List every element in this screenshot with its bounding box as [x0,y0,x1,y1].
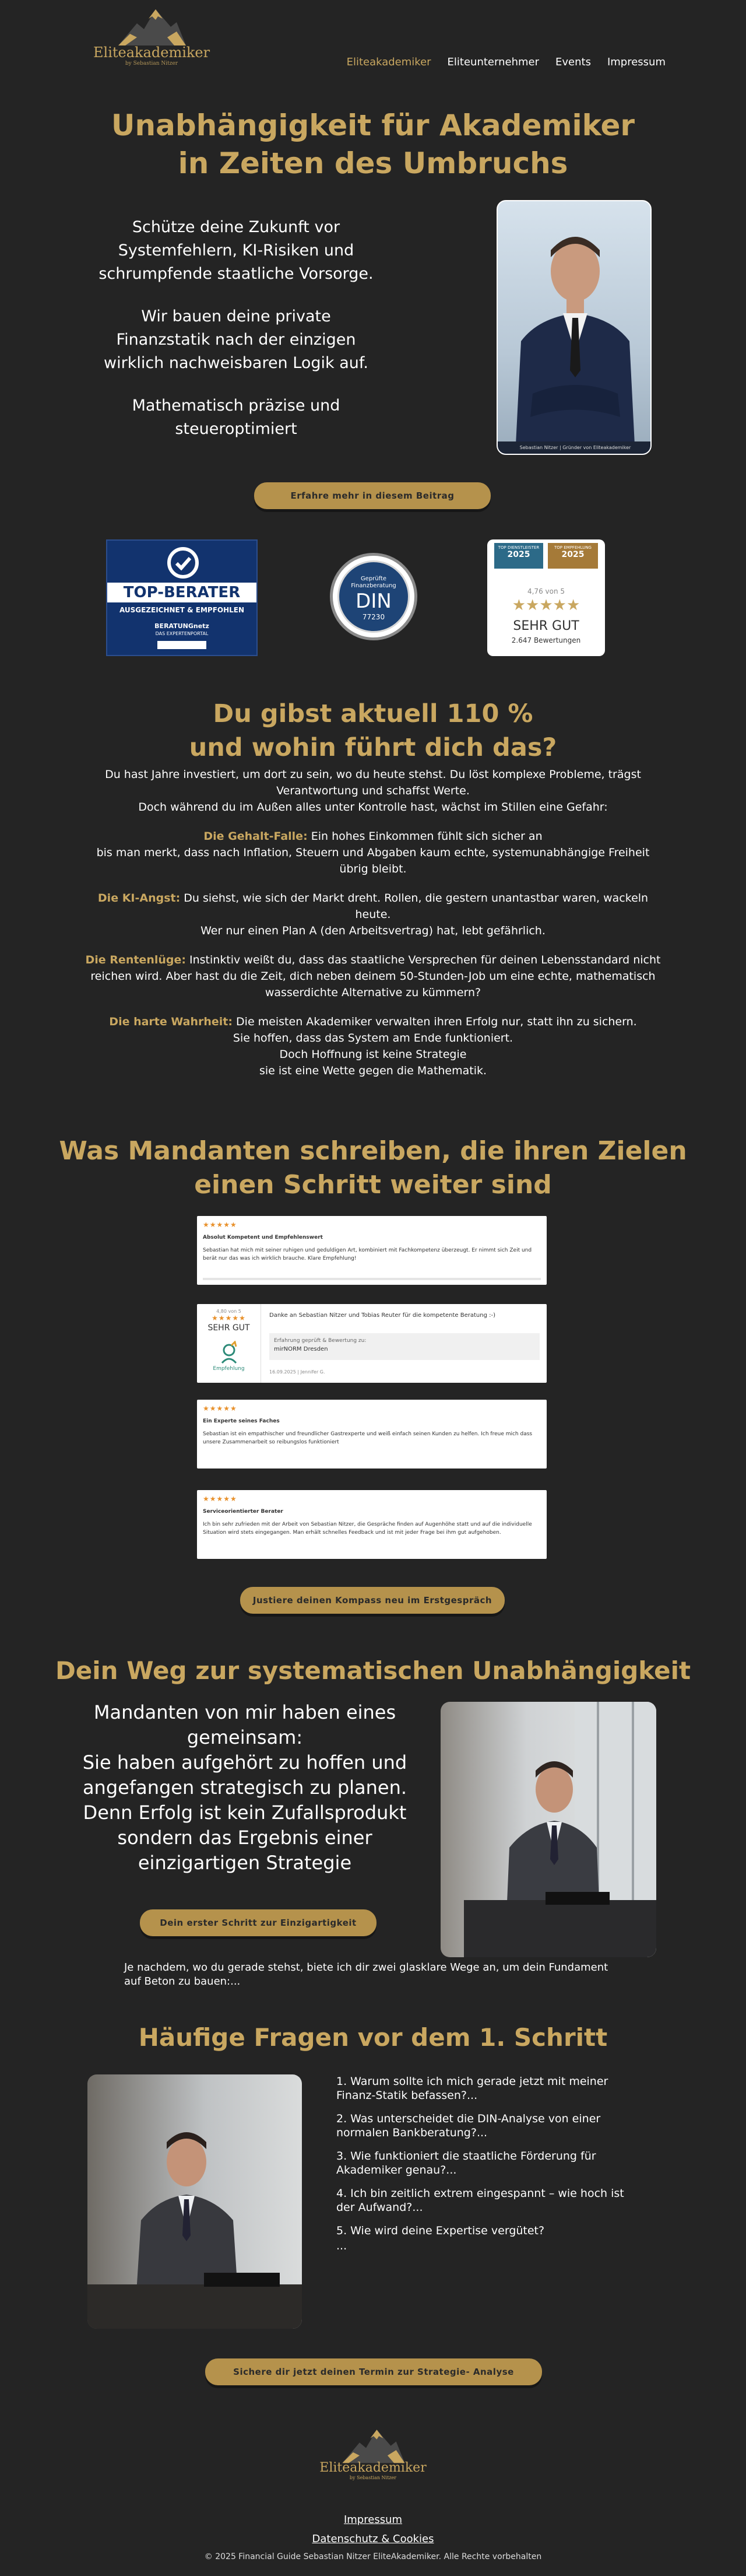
review-company-box: Erfahrung geprüft & Bewertung zu: mirNORM Dresden [269,1333,540,1360]
hero-text [93,216,379,460]
expertenportal-label: DAS EXPERTENPORTAL [155,631,209,636]
beratungnetz-label: BERATUNGnetz [154,622,209,630]
faq-item[interactable]: 3. Wie funktioniert die staatliche Förderung für Akademiker genau?... [336,2150,596,2177]
review-stars: ★★★★★ [203,1221,237,1229]
faq-item[interactable]: 4. Ich bin zeitlich extrem eingespannt – wie hoch ist der Aufwand?... [336,2187,624,2214]
recommendation-icon [217,1341,241,1364]
portrait-caption: Sebastian Nitzer | Gründer von Eliteakademiker [519,445,631,450]
rating-score: 4,76 von 5 [527,587,565,595]
review-footer-bar [203,1278,541,1280]
review-body: Sebastian hat mich mit seiner ruhigen und geduldigen Art, kombiniert mit Fachkompetenz überzeugt. Er nimmt sich Zeit und berät nur das was ich wirklich brauche. Klare Empfehlung! [203,1247,532,1261]
office-photo [441,1702,656,1957]
review-title: Serviceorientierter Berater [203,1509,283,1515]
rating-label: SEHR GUT [513,619,579,633]
mountain-logo-icon [114,2,189,48]
rating-stars: ★★★★★ [512,597,580,614]
hero-title [0,107,746,183]
section1-title [0,697,746,765]
review-card [197,1400,547,1469]
section3-text [82,1700,408,1876]
office-photo-figure [441,1702,656,1957]
din-badge-number: 77230 [362,613,385,621]
section1-title-line2: und wohin führt dich das? [189,733,557,762]
faq-title: Häufige Fragen vor dem 1. Schritt [138,2023,608,2052]
top-berater-subtitle: AUSGEZEICHNET & EMPFOHLEN [119,606,245,614]
review-card [197,1490,547,1559]
hero-cta-button[interactable]: Erfahre mehr in diesem Beitrag [254,482,491,509]
top-berater-badge [106,539,258,656]
section1-body [82,766,664,1092]
checkmark-icon [166,545,200,580]
intro-paragraph: Du hast Jahre investiert, um dort zu sein, wo du heute stehst. Du löst komplexe Probleme, trägst Verantwortung und schaffst Werte. Doch während du im Außen alles unter Kontrolle hast, wächst im Stillen eine Gefahr: [105,768,641,814]
faq-item[interactable]: 5. Wie wird deine Expertise vergütet? [336,2224,545,2237]
top-berater-title: TOP-BERATER [107,583,256,602]
nav-link-eliteakademiker[interactable]: Eliteakademiker [346,56,431,68]
review-rating-box: 4,80 von 5 ★★★★★ SEHR GUT Empfehlung [197,1304,261,1383]
section3-line-1: Mandanten von mir haben eines gemeinsam: [93,1701,396,1748]
din-badge-main: DIN [356,590,392,613]
review-title: Ein Experte seines Faches [203,1418,280,1424]
review-title: Absolut Kompetent und Empfehlenswert [203,1235,323,1240]
faq-item[interactable]: 1. Warum sollte ich mich gerade jetzt mit meiner Finanz-Statik befassen?... [336,2075,608,2102]
review-card [197,1304,547,1383]
review-body: Ich bin sehr zufrieden mit der Arbeit von Sebastian Nitzer, die Gespräche finden auf Augenhöhe statt und auf die individuelle Situation wird stets eingegangen. Man erhält schnelles Feedback und ist mit jeder Frage bei ihm gut aufgehoben. [203,1522,532,1536]
trust-badges [0,539,746,659]
award-2025-right: TOP EMPFEHLUNG 2025 [548,543,598,569]
footer-logo-subline: by Sebastian Nitzer [349,2475,397,2480]
din-badge [330,553,417,640]
nav-link-eliteunternehmer[interactable]: Eliteunternehmer [447,56,539,68]
logo-subline: by Sebastian Nitzer [125,61,178,66]
faq-item[interactable]: 2. Was unterscheidet die DIN-Analyse von einer normalen Bankberatung?... [336,2112,601,2139]
footer-copyright: © 2025 Financial Guide Sebastian Nitzer EliteAkademiker. Alle Rechte vorbehalten [204,2552,542,2561]
footer-impressum-link[interactable]: Impressum [343,2514,403,2526]
mountain-logo-icon [338,2423,408,2465]
nav-link-events[interactable]: Events [555,56,591,68]
review-card [197,1216,547,1285]
gehalt-falle-paragraph: Die Gehalt-Falle: Ein hohes Einkommen fühlt sich sicher an bis man merkt, dass nach Inflation, Steuern und Abgaben kaum echte, systemunabhängige Freiheit übrig bleibt. [96,830,650,875]
main-nav [347,56,666,68]
din-badge-top: Geprüfte [360,576,387,582]
site-logo[interactable] [93,2,210,66]
portrait-figure [498,201,652,455]
footer-logo-wordmark: Eliteakademiker [319,2461,427,2475]
section3-line-3: Denn Erfolg ist kein Zufallsprodukt sondern das Ergebnis einer einzigartigen Strategie [83,1802,407,1874]
section1-title-line1: Du gibst aktuell 110 % [213,699,533,728]
erstgespraech-cta-button[interactable]: Justiere deinen Kompass neu im Erstgespräch [240,1587,505,1614]
rentenluege-paragraph: Die Rentenlüge: Instinktiv weißt du, dass das staatliche Versprechen für deinen Lebensstandard nicht reichen wird. Aber hast du die Zeit, dich neben deinem 50-Stunden-Job um eine echte, mathematisch wasserdichte Alternative zu kümmern? [85,954,661,999]
section3-title: Dein Weg zur systematischen Unabhängigkeit [55,1656,691,1685]
hero-paragraph-3: Mathematisch präzise und steueroptimiert [132,397,340,438]
faq-item-ellipsis: ... [336,2239,347,2252]
site-header [0,0,746,122]
hero-paragraph-1: Schütze deine Zukunft vor Systemfehlern, KI-Risiken und schrumpfende staatliche Vorsorge. [98,218,374,283]
strategie-analyse-cta-button[interactable]: Sichere dir jetzt deinen Termin zur Strategie- Analyse [205,2358,542,2385]
faq-photo-figure [87,2074,302,2329]
logo-wordmark: Eliteakademiker [93,44,210,61]
hero-portrait [497,200,652,455]
review-stars: ★★★★★ [203,1495,237,1503]
din-badge-mid: Finanzberatung [351,583,396,589]
einzigartigkeit-cta-button[interactable]: Dein erster Schritt zur Einzigartigkeit [140,1909,376,1936]
section3-line-2: Sie haben aufgehört zu hoffen und angefangen strategisch zu planen. [82,1751,407,1799]
faq-photo [87,2074,302,2329]
hero-title-line2: in Zeiten des Umbruchs [178,146,568,180]
section2-title-line2: einen Schritt weiter sind [194,1170,552,1200]
nav-link-impressum[interactable]: Impressum [607,56,666,68]
rating-badge [487,539,605,656]
section3-note: Je nachdem, wo du gerade stehst, biete ich dir zwei glasklare Wege an, um dein Fundament auf Beton zu bauen:... [124,1961,608,1988]
review-stars: ★★★★★ [203,1404,237,1413]
award-2025-left: TOP DIENSTLEISTER 2025 [494,543,543,569]
footer-datenschutz-link[interactable]: Datenschutz & Cookies [312,2533,434,2545]
rating-count: 2.647 Bewertungen [511,636,581,644]
faq-list [336,2074,639,2262]
section2-title-line1: Was Mandanten schreiben, die ihren Zielen [59,1136,687,1166]
harte-wahrheit-paragraph: Die harte Wahrheit: Die meisten Akademiker verwalten ihren Erfolg nur, statt ihn zu sichern. Sie hoffen, dass das System am Ende funktioniert. Doch Hoffnung ist keine Strategie sie ist eine Wette gegen die Mathematik. [109,1015,637,1077]
ki-angst-paragraph: Die KI-Angst: Du siehst, wie sich der Markt dreht. Rollen, die gestern unantastbar waren, wackeln heute. Wer nur einen Plan A (den Arbeitsvertrag) hat, lebt gefährlich. [97,892,649,937]
badge-footer-strip [157,641,206,649]
review-date: 16.09.2025 | Jennifer G. [269,1369,325,1375]
hero-title-line1: Unabhängigkeit für Akademiker [111,108,635,142]
section2-title [0,1134,746,1202]
footer-logo[interactable] [315,2423,431,2480]
hero-paragraph-2: Wir bauen deine private Finanzstatik nach der einzigen wirklich nachweisbaren Logik auf. [104,307,368,372]
site-footer [0,2423,746,2576]
review-title: Danke an Sebastian Nitzer und Tobias Reuter für die kompetente Beratung :-) [269,1312,496,1319]
review-body: Sebastian ist ein empathischer und freundlicher Gastrexperte und weiß einfach seinen Kunden zu helfen. Ich freue mich dass unsere Zusammenarbeit so reibungslos funktioniert [203,1431,533,1445]
